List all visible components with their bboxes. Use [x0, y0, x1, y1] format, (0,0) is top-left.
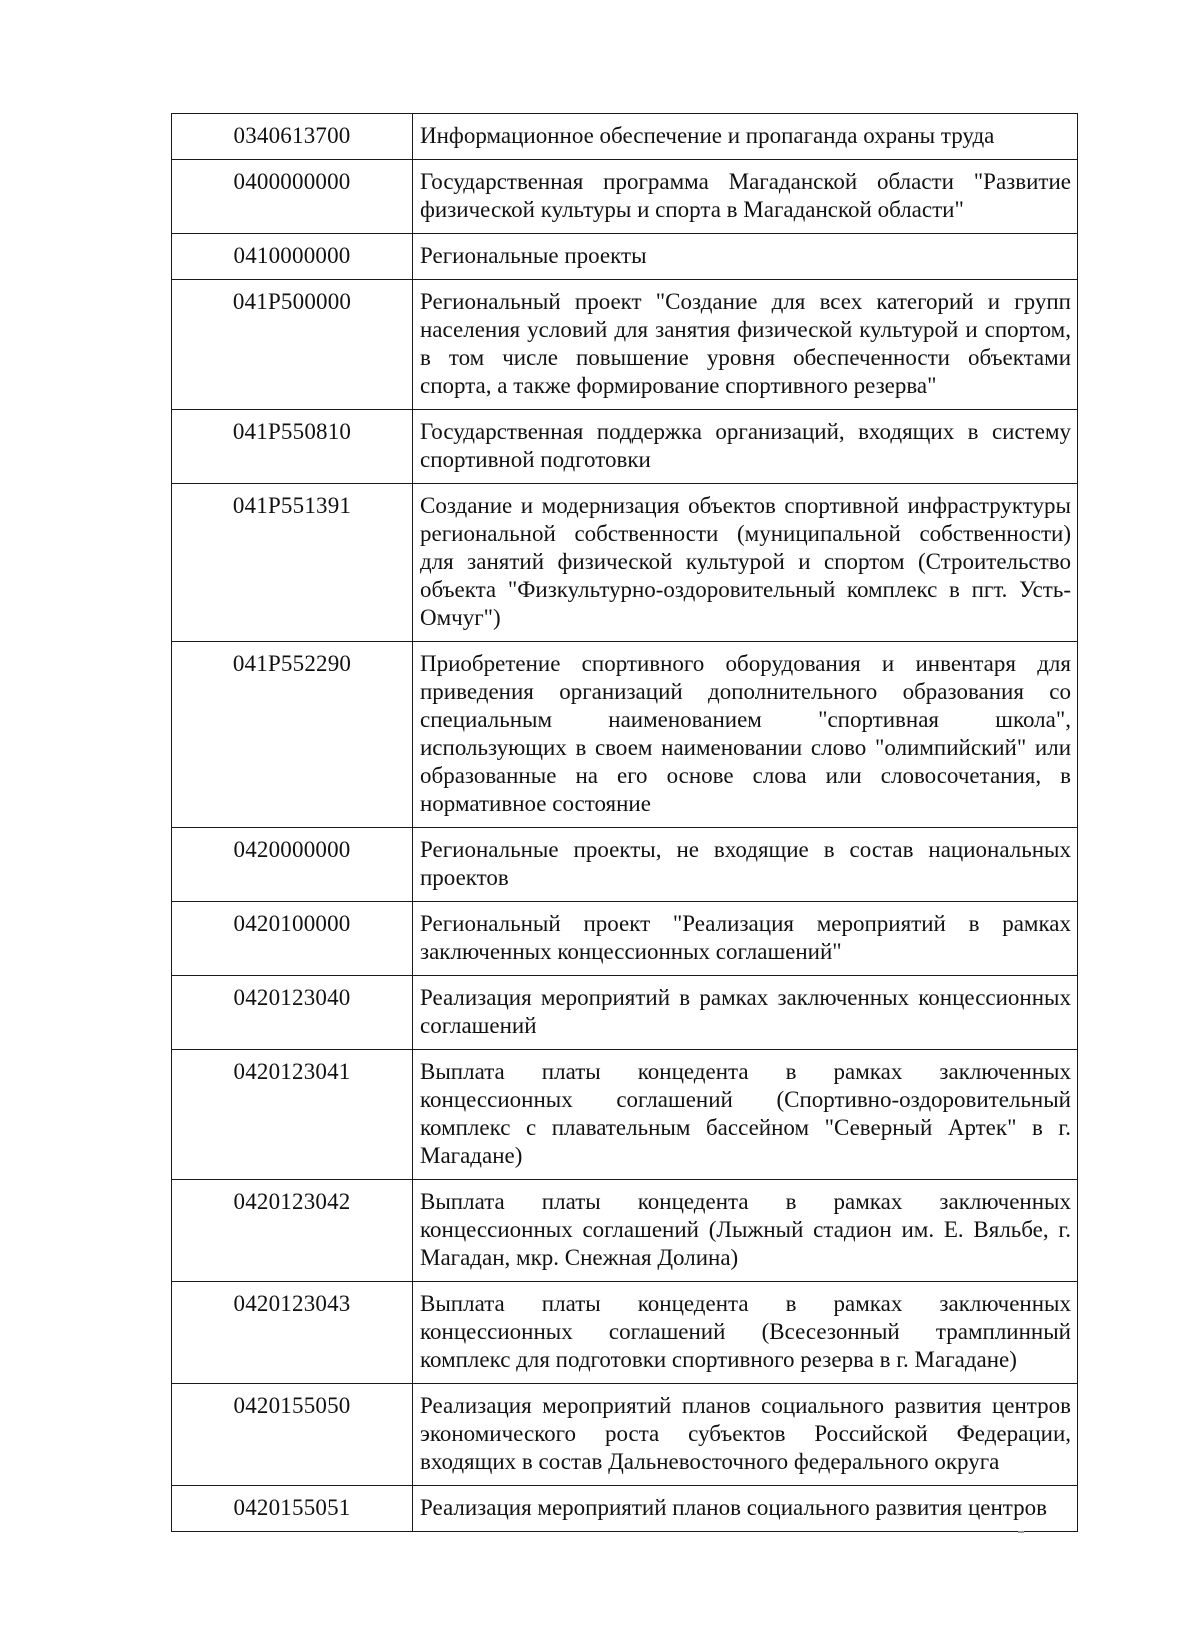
- code-cell: 0420123040: [172, 976, 413, 1050]
- code-cell: 0400000000: [172, 160, 413, 234]
- code-cell: 0340613700: [172, 114, 413, 160]
- table-row: [172, 1050, 1078, 1180]
- code-cell: 0420123042: [172, 1180, 413, 1282]
- table-row: [172, 234, 1078, 280]
- code-cell: 041P552290: [172, 642, 413, 828]
- description-cell: Выплата платы концедента в рамках заключенных концессионных соглашений (Спортивно-оздоровительный комплекс с плавательным бассейном "Северный Артек" в г. Магадане): [413, 1050, 1078, 1180]
- description-cell: Государственная поддержка организаций, входящих в систему спортивной подготовки: [413, 410, 1078, 484]
- description-cell: Приобретение спортивного оборудования и инвентаря для приведения организаций дополнительного образования со специальным наименованием "спортивная школа", использующих в своем наименовании слово "олимпийский" или образованные на его основе слова или словосочетания, в нормативное состояние: [413, 642, 1078, 828]
- description-cell: Региональный проект "Создание для всех категорий и групп населения условий для занятия физической культурой и спортом, в том числе повышение уровня обеспеченности объектами спорта, а также формирование спортивного резерва": [413, 280, 1078, 410]
- description-cell: Региональные проекты, не входящие в состав национальных проектов: [413, 828, 1078, 902]
- table-row: [172, 114, 1078, 160]
- description-cell: Реализация мероприятий планов социального развития центров: [413, 1486, 1078, 1532]
- code-cell: 041P551391: [172, 484, 413, 642]
- code-cell: 0420155050: [172, 1384, 413, 1486]
- code-cell: 041P550810: [172, 410, 413, 484]
- table-row: [172, 976, 1078, 1050]
- code-cell: 0420123041: [172, 1050, 413, 1180]
- code-cell: 041P500000: [172, 280, 413, 410]
- table-row: [172, 1384, 1078, 1486]
- description-cell: Региональные проекты: [413, 234, 1078, 280]
- scan-artifact-mark: [1018, 1531, 1024, 1533]
- table-row: [172, 1486, 1078, 1532]
- table-row: [172, 410, 1078, 484]
- description-cell: Информационное обеспечение и пропаганда охраны труда: [413, 114, 1078, 160]
- table-row: [172, 1282, 1078, 1384]
- description-cell: Государственная программа Магаданской области "Развитие физической культуры и спорта в Магаданской области": [413, 160, 1078, 234]
- budget-code-table: [171, 113, 1078, 1532]
- table-row: [172, 642, 1078, 828]
- table-row: [172, 828, 1078, 902]
- description-cell: Выплата платы концедента в рамках заключенных концессионных соглашений (Лыжный стадион им. Е. Вяльбе, г. Магадан, мкр. Снежная Долина): [413, 1180, 1078, 1282]
- description-cell: Реализация мероприятий планов социального развития центров экономического роста субъектов Российской Федерации, входящих в состав Дальневосточного федерального округа: [413, 1384, 1078, 1486]
- code-cell: 0420100000: [172, 902, 413, 976]
- description-cell: Региональный проект "Реализация мероприятий в рамках заключенных концессионных соглашений": [413, 902, 1078, 976]
- table-row: [172, 1180, 1078, 1282]
- table-row: [172, 280, 1078, 410]
- description-cell: Создание и модернизация объектов спортивной инфраструктуры региональной собственности (муниципальной собственности) для занятий физической культурой и спортом (Строительство объекта "Физкультурно-оздоровительный комплекс в пгт. Усть-Омчуг"): [413, 484, 1078, 642]
- table-body: [172, 114, 1078, 1532]
- code-cell: 0420000000: [172, 828, 413, 902]
- table-row: [172, 902, 1078, 976]
- code-cell: 0410000000: [172, 234, 413, 280]
- code-cell: 0420123043: [172, 1282, 413, 1384]
- description-cell: Выплата платы концедента в рамках заключенных концессионных соглашений (Всесезонный трамплинный комплекс для подготовки спортивного резерва в г. Магадане): [413, 1282, 1078, 1384]
- description-cell: Реализация мероприятий в рамках заключенных концессионных соглашений: [413, 976, 1078, 1050]
- code-cell: 0420155051: [172, 1486, 413, 1532]
- table-row: [172, 160, 1078, 234]
- table-row: [172, 484, 1078, 642]
